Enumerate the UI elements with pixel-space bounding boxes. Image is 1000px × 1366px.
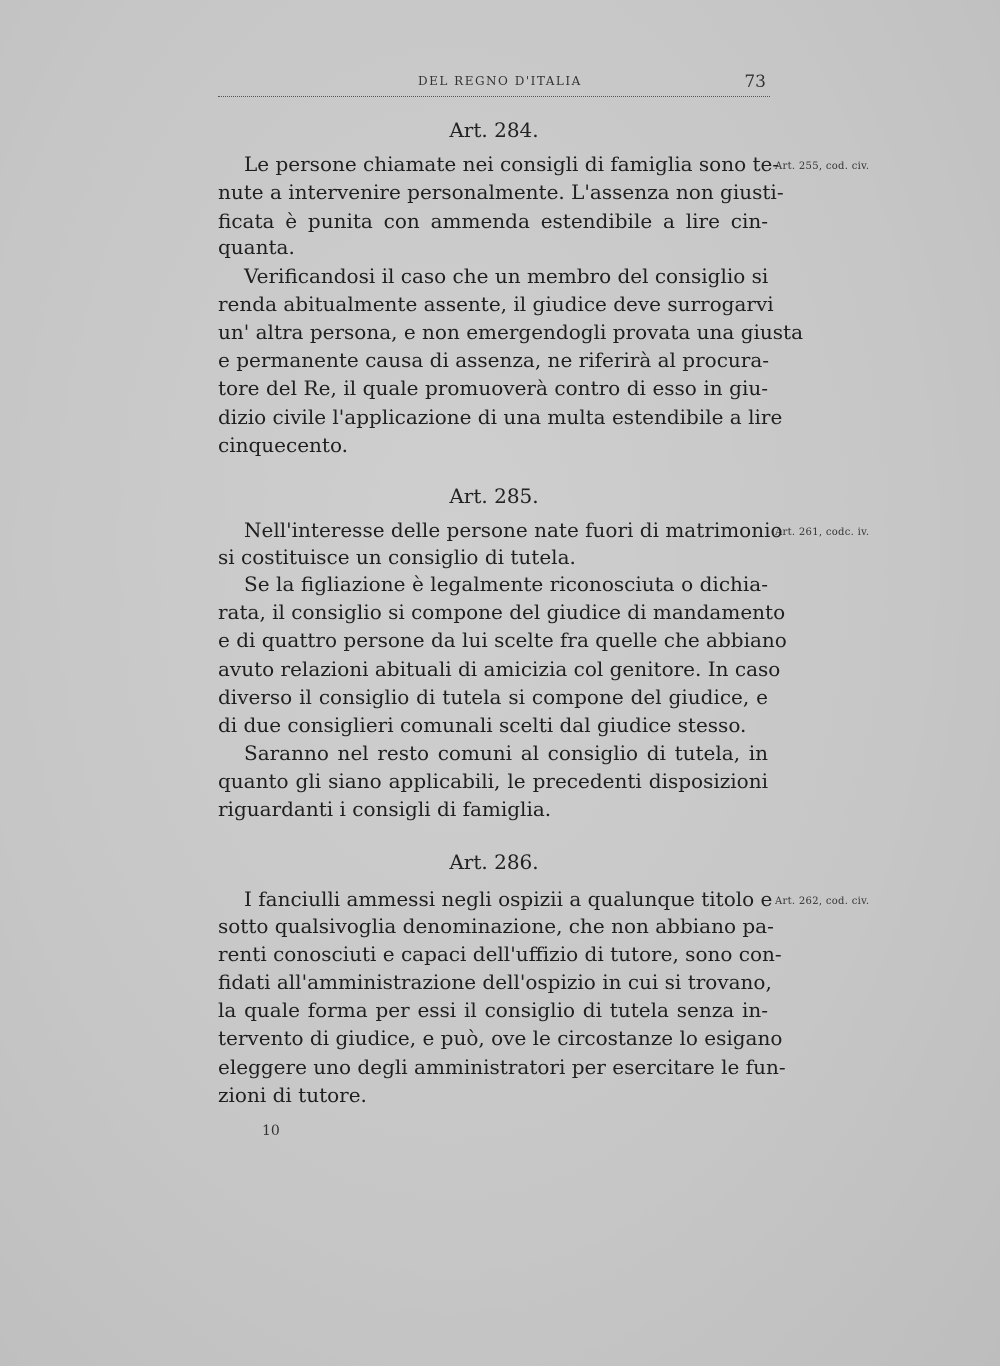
running-head: DEL REGNO D'ITALIA: [418, 74, 582, 88]
text-line: renti conosciuti e capaci dell'uffizio di tutore, sono con-: [218, 942, 782, 966]
text-line: eleggere uno degli amministratori per esercitare le fun-: [218, 1055, 786, 1079]
text-line: nute a intervenire personalmente. L'assenza non giusti-: [218, 180, 784, 204]
margin-note: Art. 261, codc. iv.: [775, 527, 870, 538]
text-line: diverso il consiglio di tutela si compone del giudice, e: [218, 685, 768, 709]
text-line: fidati all'amministrazione dell'ospizio in cui si trovano,: [218, 970, 772, 994]
article-title: Art. 284.: [449, 118, 539, 142]
text-line: zioni di tutore.: [218, 1083, 367, 1107]
text-line: di due consiglieri comunali scelti dal giudice stesso.: [218, 713, 747, 737]
margin-note: Art. 262, cod. civ.: [775, 896, 870, 907]
text-line: Le persone chiamate nei consigli di famiglia sono te-: [244, 152, 780, 176]
signature-mark: 10: [262, 1123, 280, 1139]
page-header: [218, 72, 770, 97]
text-line: avuto relazioni abituali di amicizia col genitore. In caso: [218, 657, 781, 681]
article-title: Art. 285.: [449, 484, 539, 508]
text-line: tervento di giudice, e può, ove le circostanze lo esigano: [218, 1026, 783, 1050]
text-line: dizio civile l'applicazione di una multa estendibile a lire: [218, 405, 783, 429]
text-line: Verificandosi il caso che un membro del consiglio si: [244, 264, 769, 288]
text-line: un' altra persona, e non emergendogli provata una giusta: [218, 320, 803, 344]
text-line: I fanciulli ammessi negli ospizii a qualunque titolo e: [244, 887, 773, 911]
text-line: riguardanti i consigli di famiglia.: [218, 797, 552, 821]
article-title: Art. 286.: [449, 850, 539, 874]
text-line: rata, il consiglio si compone del giudice di mandamento: [218, 600, 786, 624]
text-line: quanta.: [218, 235, 295, 259]
text-line: tore del Re, il quale promuoverà contro di esso in giu-: [218, 376, 768, 400]
text-line: Se la figliazione è legalmente riconosciuta o dichia-: [244, 572, 768, 596]
text-line: ficata è punita con ammenda estendibile a lire cin-: [218, 209, 768, 233]
text-line: la quale forma per essi il consiglio di tutela senza in-: [218, 998, 768, 1022]
text-line: quanto gli siano applicabili, le precedenti disposizioni: [218, 769, 768, 793]
text-line: si costituisce un consiglio di tutela.: [218, 545, 576, 569]
text-line: e di quattro persone da lui scelte fra quelle che abbiano: [218, 628, 787, 652]
text-line: renda abitualmente assente, il giudice deve surrogarvi: [218, 292, 774, 316]
text-line: Saranno nel resto comuni al consiglio di tutela, in: [244, 741, 768, 765]
margin-note: Art. 255, cod. civ.: [775, 161, 870, 172]
page-number: 73: [744, 72, 766, 92]
text-line: e permanente causa di assenza, ne riferirà al procura-: [218, 348, 770, 372]
text-line: cinquecento.: [218, 433, 348, 457]
text-line: sotto qualsivoglia denominazione, che non abbiano pa-: [218, 914, 774, 938]
text-line: Nell'interesse delle persone nate fuori di matrimonio: [244, 518, 783, 542]
